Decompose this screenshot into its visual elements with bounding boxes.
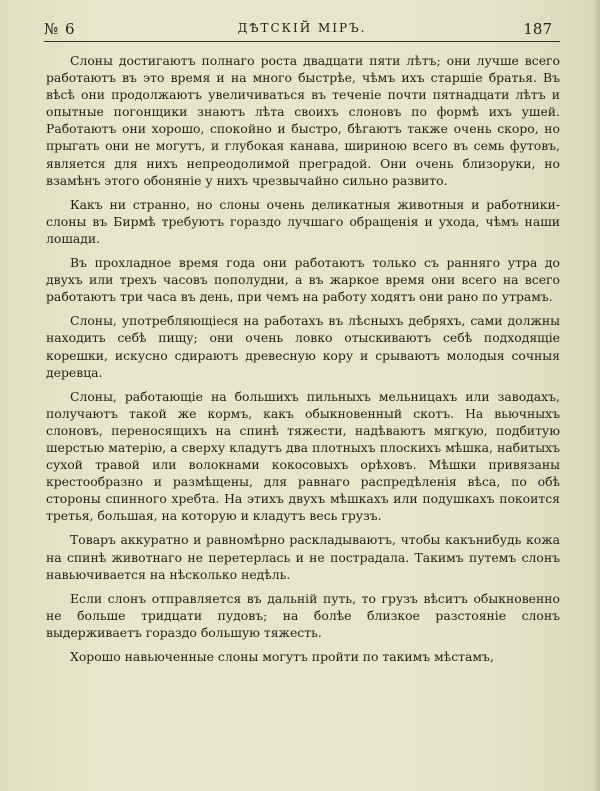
header-rule xyxy=(44,41,560,42)
paragraph: Слоны, работающіе на большихъ пильныхъ мельницахъ или заводахъ, получаютъ такой же кормъ, какъ обыкновенный скотъ. На вьючныхъ слоновъ, переносящихъ на спинѣ тяжести, надѣваютъ мягкую, подбитую шерстью матерію, а сверху кладутъ два плотныхъ плоскихъ мѣшка, набитыхъ сухой травой или волокнами кокосовыхъ орѣховъ. Мѣшки привязаны крестообразно и размѣщены, для равнаго распредѣленія вѣса, по обѣ стороны спинного хребта. На этихъ двухъ мѣшкахъ или подушкахъ покоится третья, большая, на которую и кладутъ весь грузъ. xyxy=(46,388,560,524)
paragraph: Какъ ни странно, но слоны очень деликатныя животныя и работники-слоны въ Бирмѣ требуютъ гораздо лучшаго обращенія и ухода, чѣмъ наши лошади. xyxy=(46,196,560,246)
paragraph: Слоны достигаютъ полнаго роста двадцати пяти лѣтъ; они лучше всего работаютъ въ это время и на много быстрѣе, чѣмъ ихъ старшіе братья. Въ вѣсѣ они продолжаютъ увеличиваться въ теченіе почти пятнадцати лѣтъ и опытные погонщики знаютъ лѣта своихъ слоновъ по формѣ ихъ ушей. Работаютъ они хорошо, спокойно и быстро, бѣгаютъ также очень скоро, но прыгать они не могутъ, и глубокая канава, шириною всего въ семь футовъ, является для нихъ непреодолимой преградой. Они очень близоруки, но взамѣнъ этого обоняніе у нихъ чрезвычайно сильно развито. xyxy=(46,53,560,188)
issue-number: № 6 xyxy=(44,20,76,38)
paragraph: Если слонъ отправляется въ дальній путь, то грузъ вѣситъ обыкновенно не больше тридцати пудовъ; на болѣе близкое разстояніе слонъ выдерживаетъ гораздо большую тяжесть. xyxy=(46,590,560,640)
paragraph: Въ прохладное время года они работаютъ только съ ранняго утра до двухъ или трехъ часовъ пополудни, а въ жаркое время они всего на всего работаютъ три часа въ день, при чемъ на работу ходятъ они рано по утрамъ. xyxy=(46,255,560,305)
article-text xyxy=(46,52,560,665)
paragraph: Слоны, употребляющіеся на работахъ въ лѣсныхъ дебряхъ, сами должны находить себѣ пищу; они очень ловко отыскиваютъ себѣ подходящіе корешки, искусно сдираютъ древесную кору и срываютъ молодыя сочныя деревца. xyxy=(46,313,560,380)
paragraph: Товаръ аккуратно и равномѣрно раскладываютъ, чтобы какънибудь кожа на спинѣ животнаго не перетерлась и не пострадала. Такимъ путемъ слонъ навьючивается на нѣсколько недѣль. xyxy=(46,532,560,582)
journal-title: ДѢТСКІЙ МІРЪ. xyxy=(237,21,367,35)
running-header xyxy=(44,18,560,40)
paragraph: Хорошо навьюченные слоны могутъ пройти по такимъ мѣстамъ, xyxy=(70,649,494,664)
page-edge-shadow xyxy=(592,0,600,791)
page-number: 187 xyxy=(523,20,552,38)
